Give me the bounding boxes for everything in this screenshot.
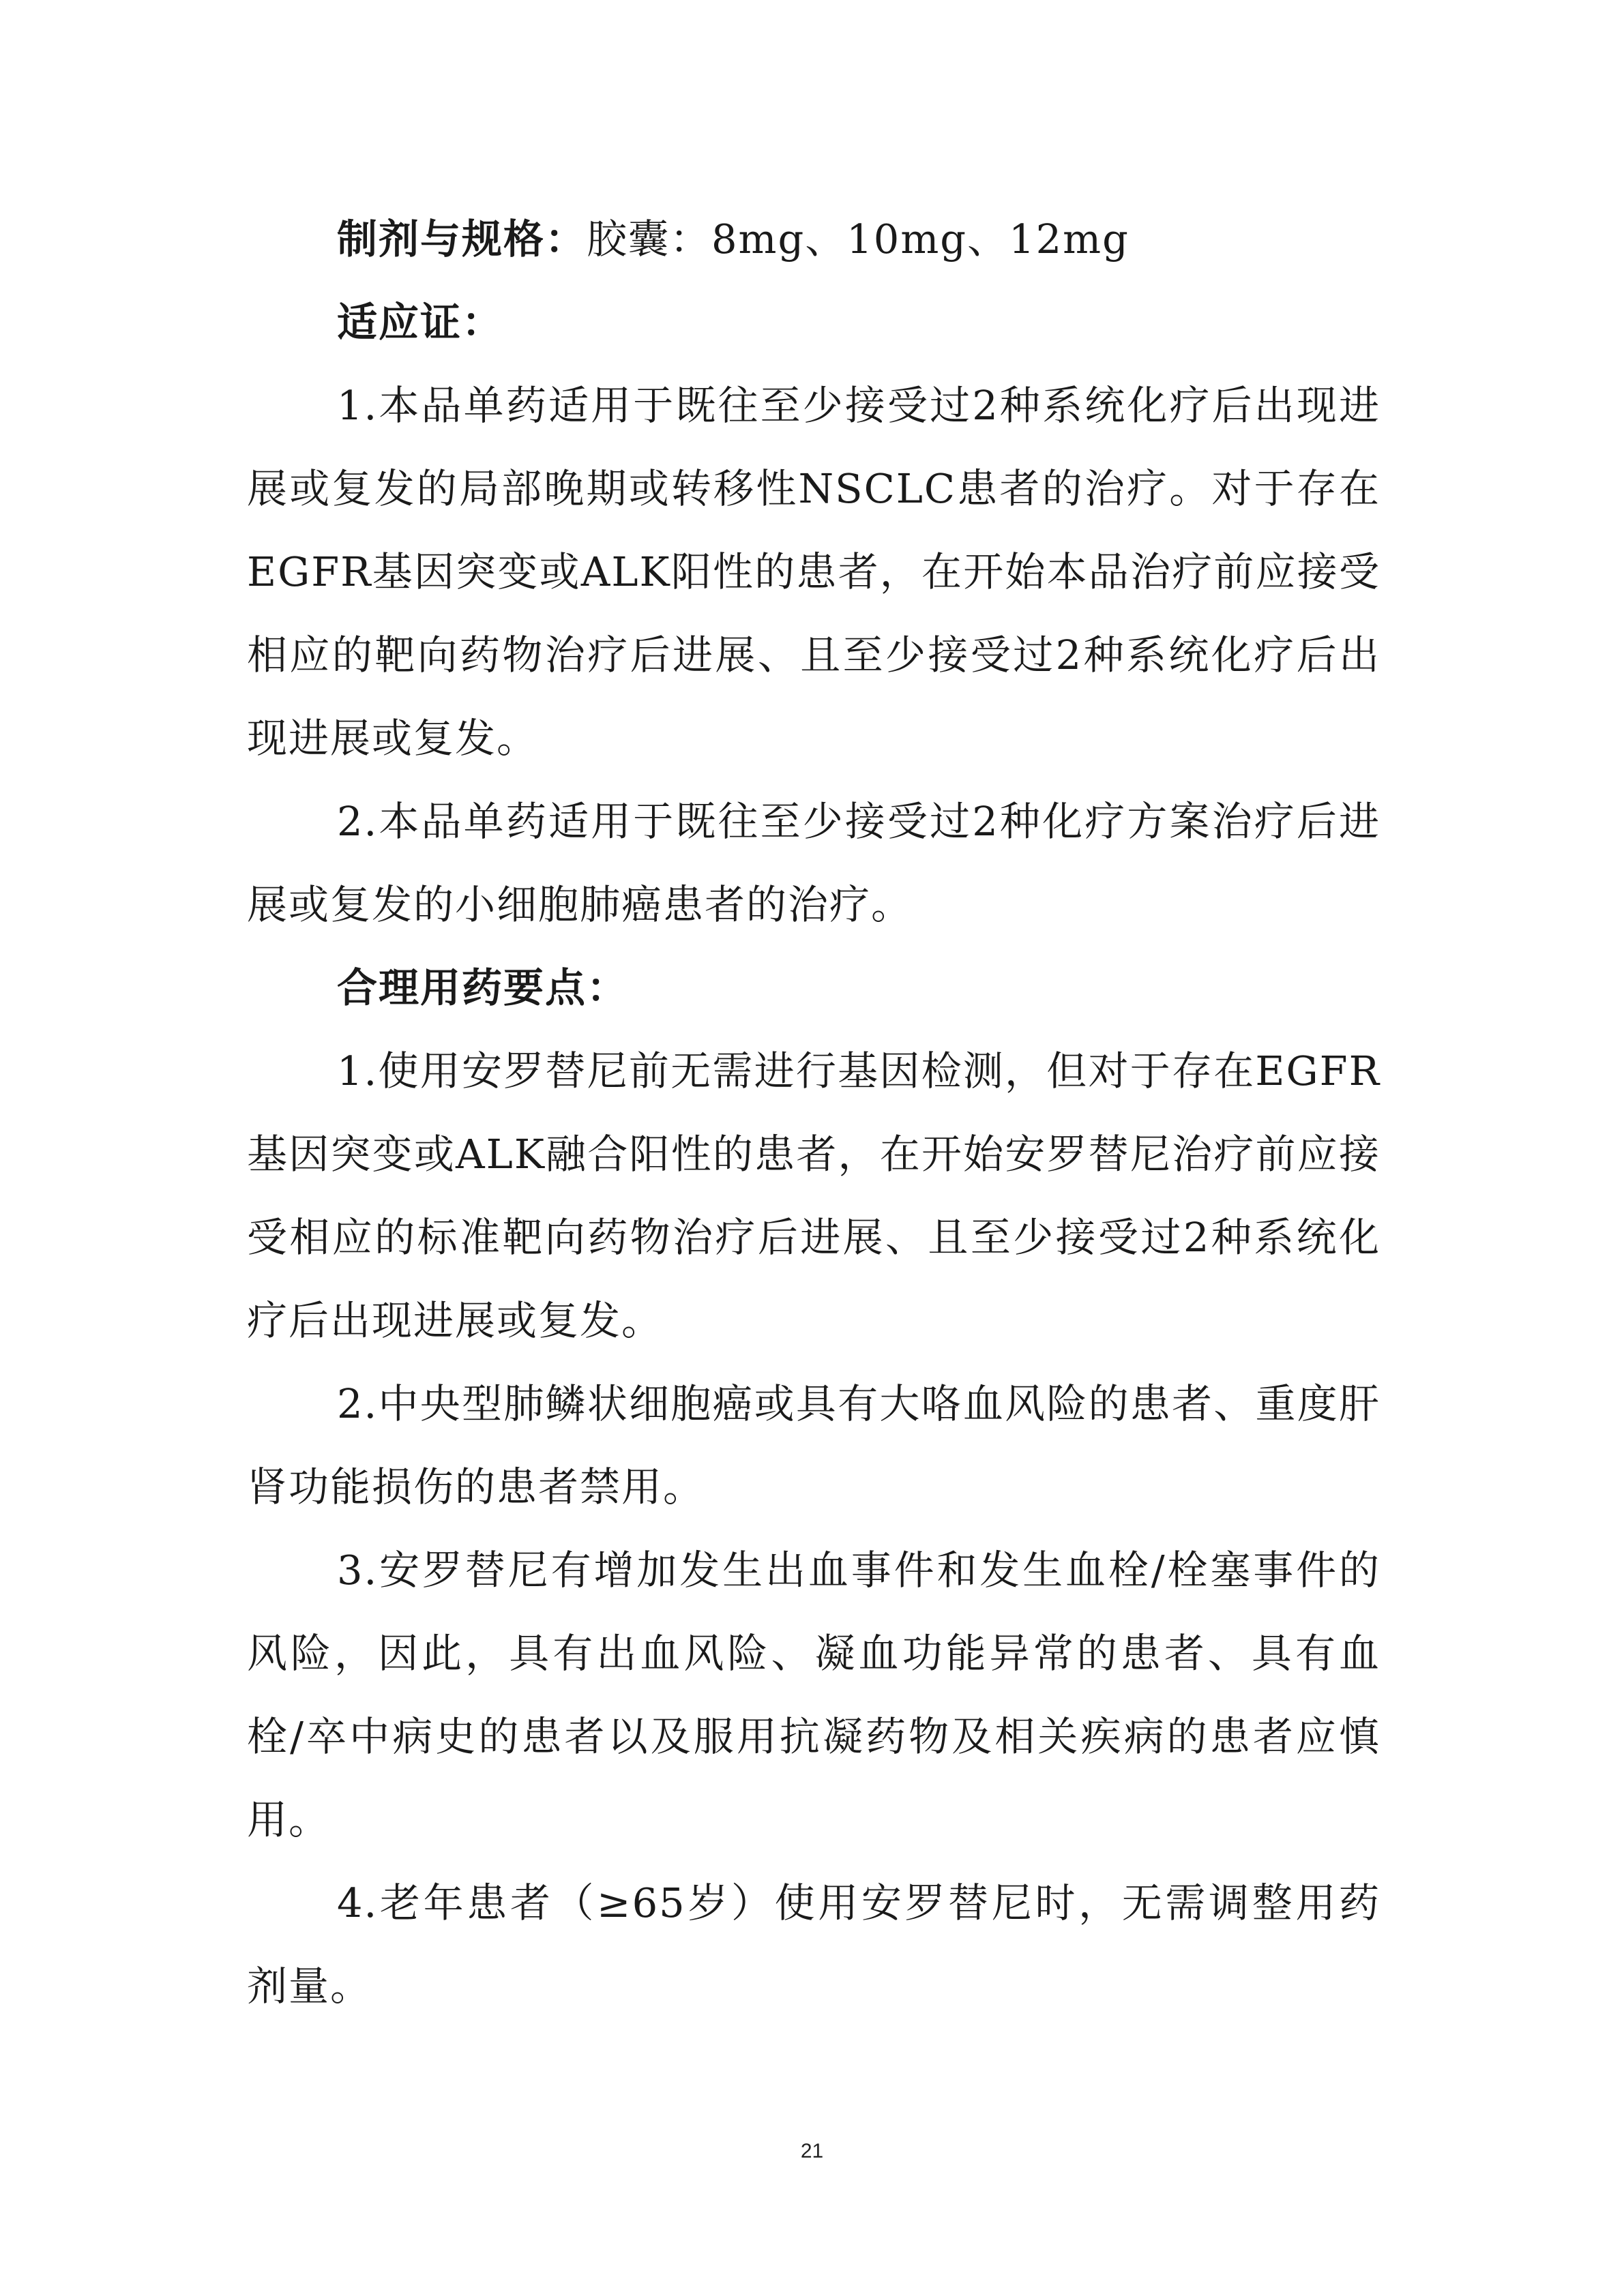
rational-use-item-2: 2.中央型肺鳞状细胞癌或具有大咯血风险的患者、重度肝肾功能损伤的患者禁用。 — [247, 1380, 1381, 1510]
rational-use-item-1: 1.使用安罗替尼前无需进行基因检测，但对于存在EGFR基因突变或ALK融合阳性的患者，在开始安罗替尼治疗前应接受相应的标准靶向药物治疗后进展、且至少接受过2种系统化疗后出现进展或复发。 — [247, 1047, 1381, 1344]
indications-heading: 适应证： — [337, 299, 504, 346]
formulation-paragraph — [247, 198, 1381, 281]
indication-item-1: 1.本品单药适用于既往至少接受过2种系统化疗后出现进展或复发的局部晚期或转移性NSCLC患者的治疗。对于存在EGFR基因突变或ALK阳性的患者，在开始本品治疗前应接受相应的靶向药物治疗后进展、且至少接受过2种系统化疗后出现进展或复发。 — [247, 382, 1381, 762]
rational-use-item-3: 3.安罗替尼有增加发生出血事件和发生血栓/栓塞事件的风险，因此，具有出血风险、凝血功能异常的患者、具有血栓/卒中病史的患者以及服用抗凝药物及相关疾病的患者应慎用。 — [247, 1547, 1381, 1843]
rational-use-item-4: 4.老年患者（≥65岁）使用安罗替尼时，无需调整用药剂量。 — [247, 1879, 1381, 2010]
formulation-label: 制剂与规格： — [337, 215, 587, 263]
indication-item-2: 2.本品单药适用于既往至少接受过2种化疗方案治疗后进展或复发的小细胞肺癌患者的治疗。 — [247, 798, 1381, 928]
formulation-text: 胶囊：8mg、10mg、12mg — [587, 215, 1130, 263]
page-content — [247, 198, 1381, 2028]
page-number: 21 — [800, 2140, 824, 2162]
rational-use-heading: 合理用药要点： — [337, 964, 629, 1011]
